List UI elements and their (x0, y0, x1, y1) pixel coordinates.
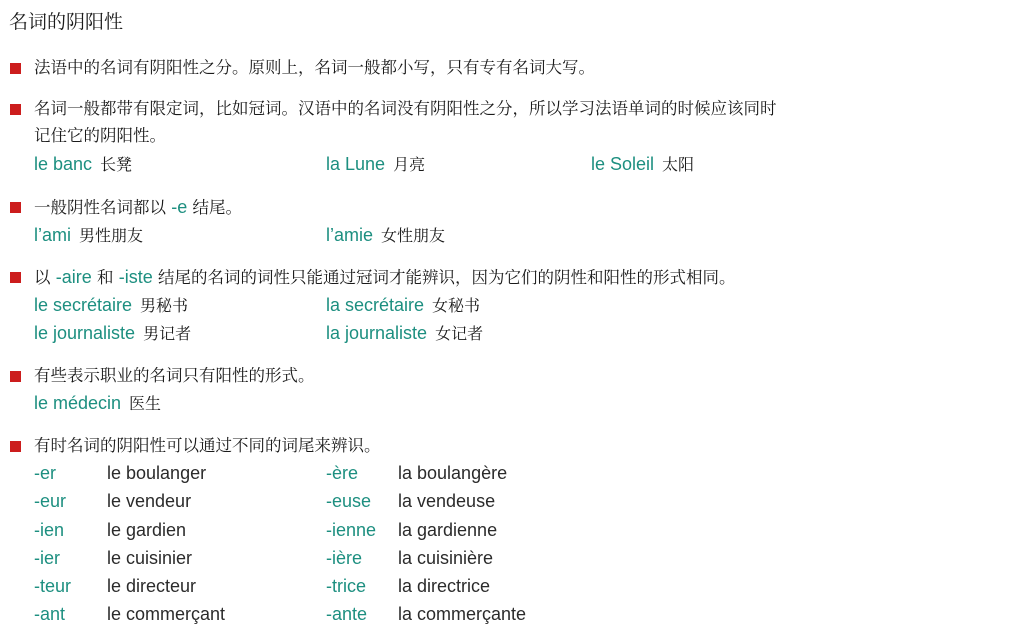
section-1-text: 法语中的名词有阴阳性之分。原则上，名词一般都小写，只有专有名词大写。 (34, 58, 595, 77)
example-item (591, 150, 694, 179)
masculine-suffix: -ant (34, 604, 66, 624)
masculine-word: le commerçant (107, 604, 226, 624)
feminine-suffix: -ère (326, 463, 359, 483)
masculine-suffix: -eur (34, 491, 67, 511)
chinese-translation: 男秘书 (140, 296, 189, 315)
chinese-translation: 月亮 (393, 155, 426, 174)
example-item (326, 150, 425, 179)
feminine-word: la gardienne (398, 520, 498, 540)
chinese-translation: 女秘书 (432, 296, 481, 315)
section-2-text-line2: 记住它的阴阳性。 (34, 126, 166, 145)
masculine-suffix: -ien (34, 520, 65, 540)
french-word: l’ami (34, 225, 72, 245)
suffix-highlight: -e (171, 197, 188, 217)
masculine-word: le cuisinier (107, 548, 193, 568)
suffix-highlight: -iste (118, 267, 153, 287)
chinese-translation: 太阳 (662, 155, 695, 174)
french-word: le banc (34, 154, 93, 174)
bullet-marker (10, 104, 21, 115)
french-word: le journaliste (34, 323, 136, 343)
feminine-suffix: -ière (326, 548, 363, 568)
bullet-marker (10, 202, 21, 213)
chinese-translation: 医生 (129, 394, 162, 413)
example-item (326, 291, 480, 320)
section-5-text: 有些表示职业的名词只有阳性的形式。 (34, 366, 315, 385)
masculine-word: le boulanger (107, 463, 207, 483)
masculine-suffix: -ier (34, 548, 60, 568)
section-4-text (34, 263, 1004, 292)
section-4-text-2: 和 (91, 268, 119, 287)
page-title: 名词的阴阳性 (9, 11, 124, 33)
feminine-suffix: -ienne (326, 520, 377, 540)
french-word: la Lune (326, 154, 386, 174)
french-word: la journaliste (326, 323, 428, 343)
feminine-word: la cuisinière (398, 548, 494, 568)
section-3-text-after: 结尾。 (187, 198, 243, 217)
section-6-text: 有时名词的阴阳性可以通过不同的词尾来辨识。 (34, 436, 381, 455)
feminine-word: la boulangère (398, 463, 508, 483)
example-item (34, 291, 188, 320)
section-3-text (34, 193, 1004, 222)
chinese-translation: 男性朋友 (79, 226, 144, 245)
chinese-translation: 女记者 (435, 324, 484, 343)
section-4-text-3: 结尾的名词的词性只能通过冠词才能辨识，因为它们的阴性和阳性的形式相同。 (152, 268, 736, 287)
bullet-marker (10, 63, 21, 74)
feminine-suffix: -euse (326, 491, 372, 511)
feminine-word: la directrice (398, 576, 491, 596)
example-item (34, 319, 191, 348)
example-item (326, 319, 483, 348)
feminine-word: la commerçante (398, 604, 527, 624)
chinese-translation: 男记者 (143, 324, 192, 343)
example-item (34, 389, 161, 418)
example-item (326, 221, 445, 250)
chinese-translation: 长凳 (100, 155, 133, 174)
bullet-marker (10, 272, 21, 283)
feminine-suffix: -ante (326, 604, 368, 624)
section-3-text-before: 一般阴性名词都以 (34, 198, 172, 217)
feminine-suffix: -trice (326, 576, 366, 596)
chinese-translation: 女性朋友 (381, 226, 446, 245)
french-word: le médecin (34, 393, 122, 413)
masculine-word: le directeur (107, 576, 197, 596)
feminine-word: la vendeuse (398, 491, 496, 511)
section-4-text-1: 以 (34, 268, 56, 287)
section-2-text-line1: 名词一般都带有限定词，比如冠词。汉语中的名词没有阴阳性之分，所以学习法语单词的时候应该同时 (34, 99, 777, 118)
masculine-word: le vendeur (107, 491, 192, 511)
masculine-suffix: -er (34, 463, 56, 483)
bullet-marker (10, 441, 21, 452)
example-item (34, 221, 143, 250)
bullet-marker (10, 371, 21, 382)
french-word: le Soleil (591, 154, 655, 174)
masculine-word: le gardien (107, 520, 187, 540)
suffix-highlight: -aire (55, 267, 92, 287)
french-word: la secrétaire (326, 295, 425, 315)
french-word: l’amie (326, 225, 374, 245)
french-word: le secrétaire (34, 295, 133, 315)
example-item (34, 150, 132, 179)
masculine-suffix: -teur (34, 576, 72, 596)
